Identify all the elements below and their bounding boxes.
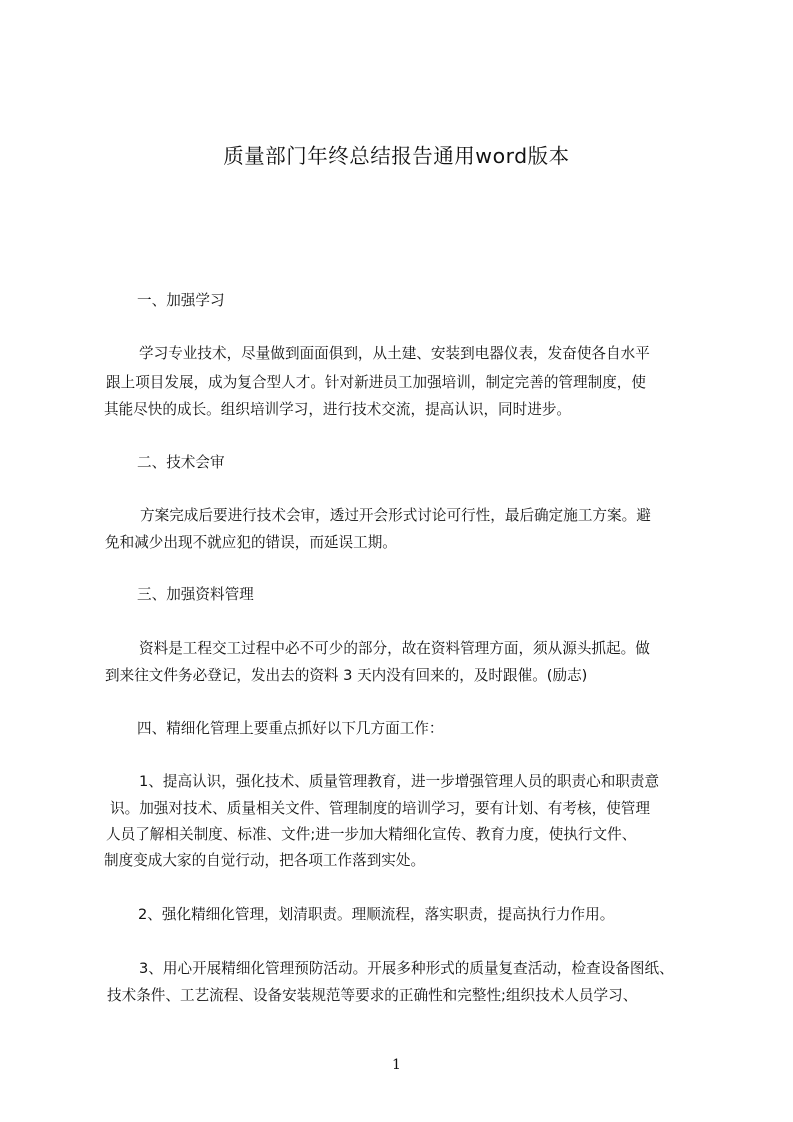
- paragraph-line: 其能尽快的成长。组织培训学习，进行技术交流，提高认识，同时进步。: [104, 401, 572, 418]
- list-item-line: 2、强化精细化管理，划清职责。理顺流程，落实职责，提高执行力作用。: [138, 906, 615, 923]
- section-heading-4: 四、精细化管理上要重点抓好以下几方面工作：: [137, 720, 444, 737]
- section-heading-3: 三、加强资料管理: [137, 586, 254, 603]
- paragraph-line: 资料是工程交工过程中必不可少的部分，故在资料管理方面，须从源头抓起。做: [139, 640, 650, 657]
- list-item-line: 识。加强对技术、质量相关文件、管理制度的培训学习，要有计划、有考核，使管理: [110, 800, 650, 817]
- paragraph-line: 学习专业技术，尽量做到面面俱到，从土建、安装到电器仪表，发奋使各自水平: [139, 345, 650, 362]
- section-heading-1: 一、加强学习: [137, 292, 225, 309]
- list-item-line: 3、用心开展精细化管理预防活动。开展多种形式的质量复查活动，检查设备图纸、: [139, 960, 674, 977]
- paragraph-line: 免和减少出现不就应犯的错误，而延误工期。: [105, 534, 397, 551]
- list-item-line: 人员了解相关制度、标准、文件;进一步加大精细化宣传、教育力度，使执行文件、: [106, 826, 637, 843]
- paragraph-line: 跟上项目发展，成为复合型人才。针对新进员工加强培训，制定完善的管理制度，使: [106, 374, 646, 391]
- document-title: 质量部门年终总结报告通用word版本: [223, 144, 570, 168]
- list-item-line: 技术条件、工艺流程、设备安装规范等要求的正确性和完整性;组织技术人员学习、: [107, 987, 638, 1004]
- page-number: 1: [392, 1057, 401, 1073]
- section-heading-2: 二、技术会审: [137, 454, 225, 471]
- list-item-line: 制度变成大家的自觉行动，把各项工作落到实处。: [104, 852, 426, 869]
- list-item-line: 1、提高认识，强化技术、质量管理教育，进一步增强管理人员的职责心和职责意: [139, 773, 660, 790]
- paragraph-line: 到来往文件务必登记，发出去的资料 3 天内没有回来的，及时跟催。(励志): [105, 667, 588, 684]
- paragraph-line: 方案完成后要进行技术会审，透过开会形式讨论可行性，最后确定施工方案。避: [140, 507, 651, 524]
